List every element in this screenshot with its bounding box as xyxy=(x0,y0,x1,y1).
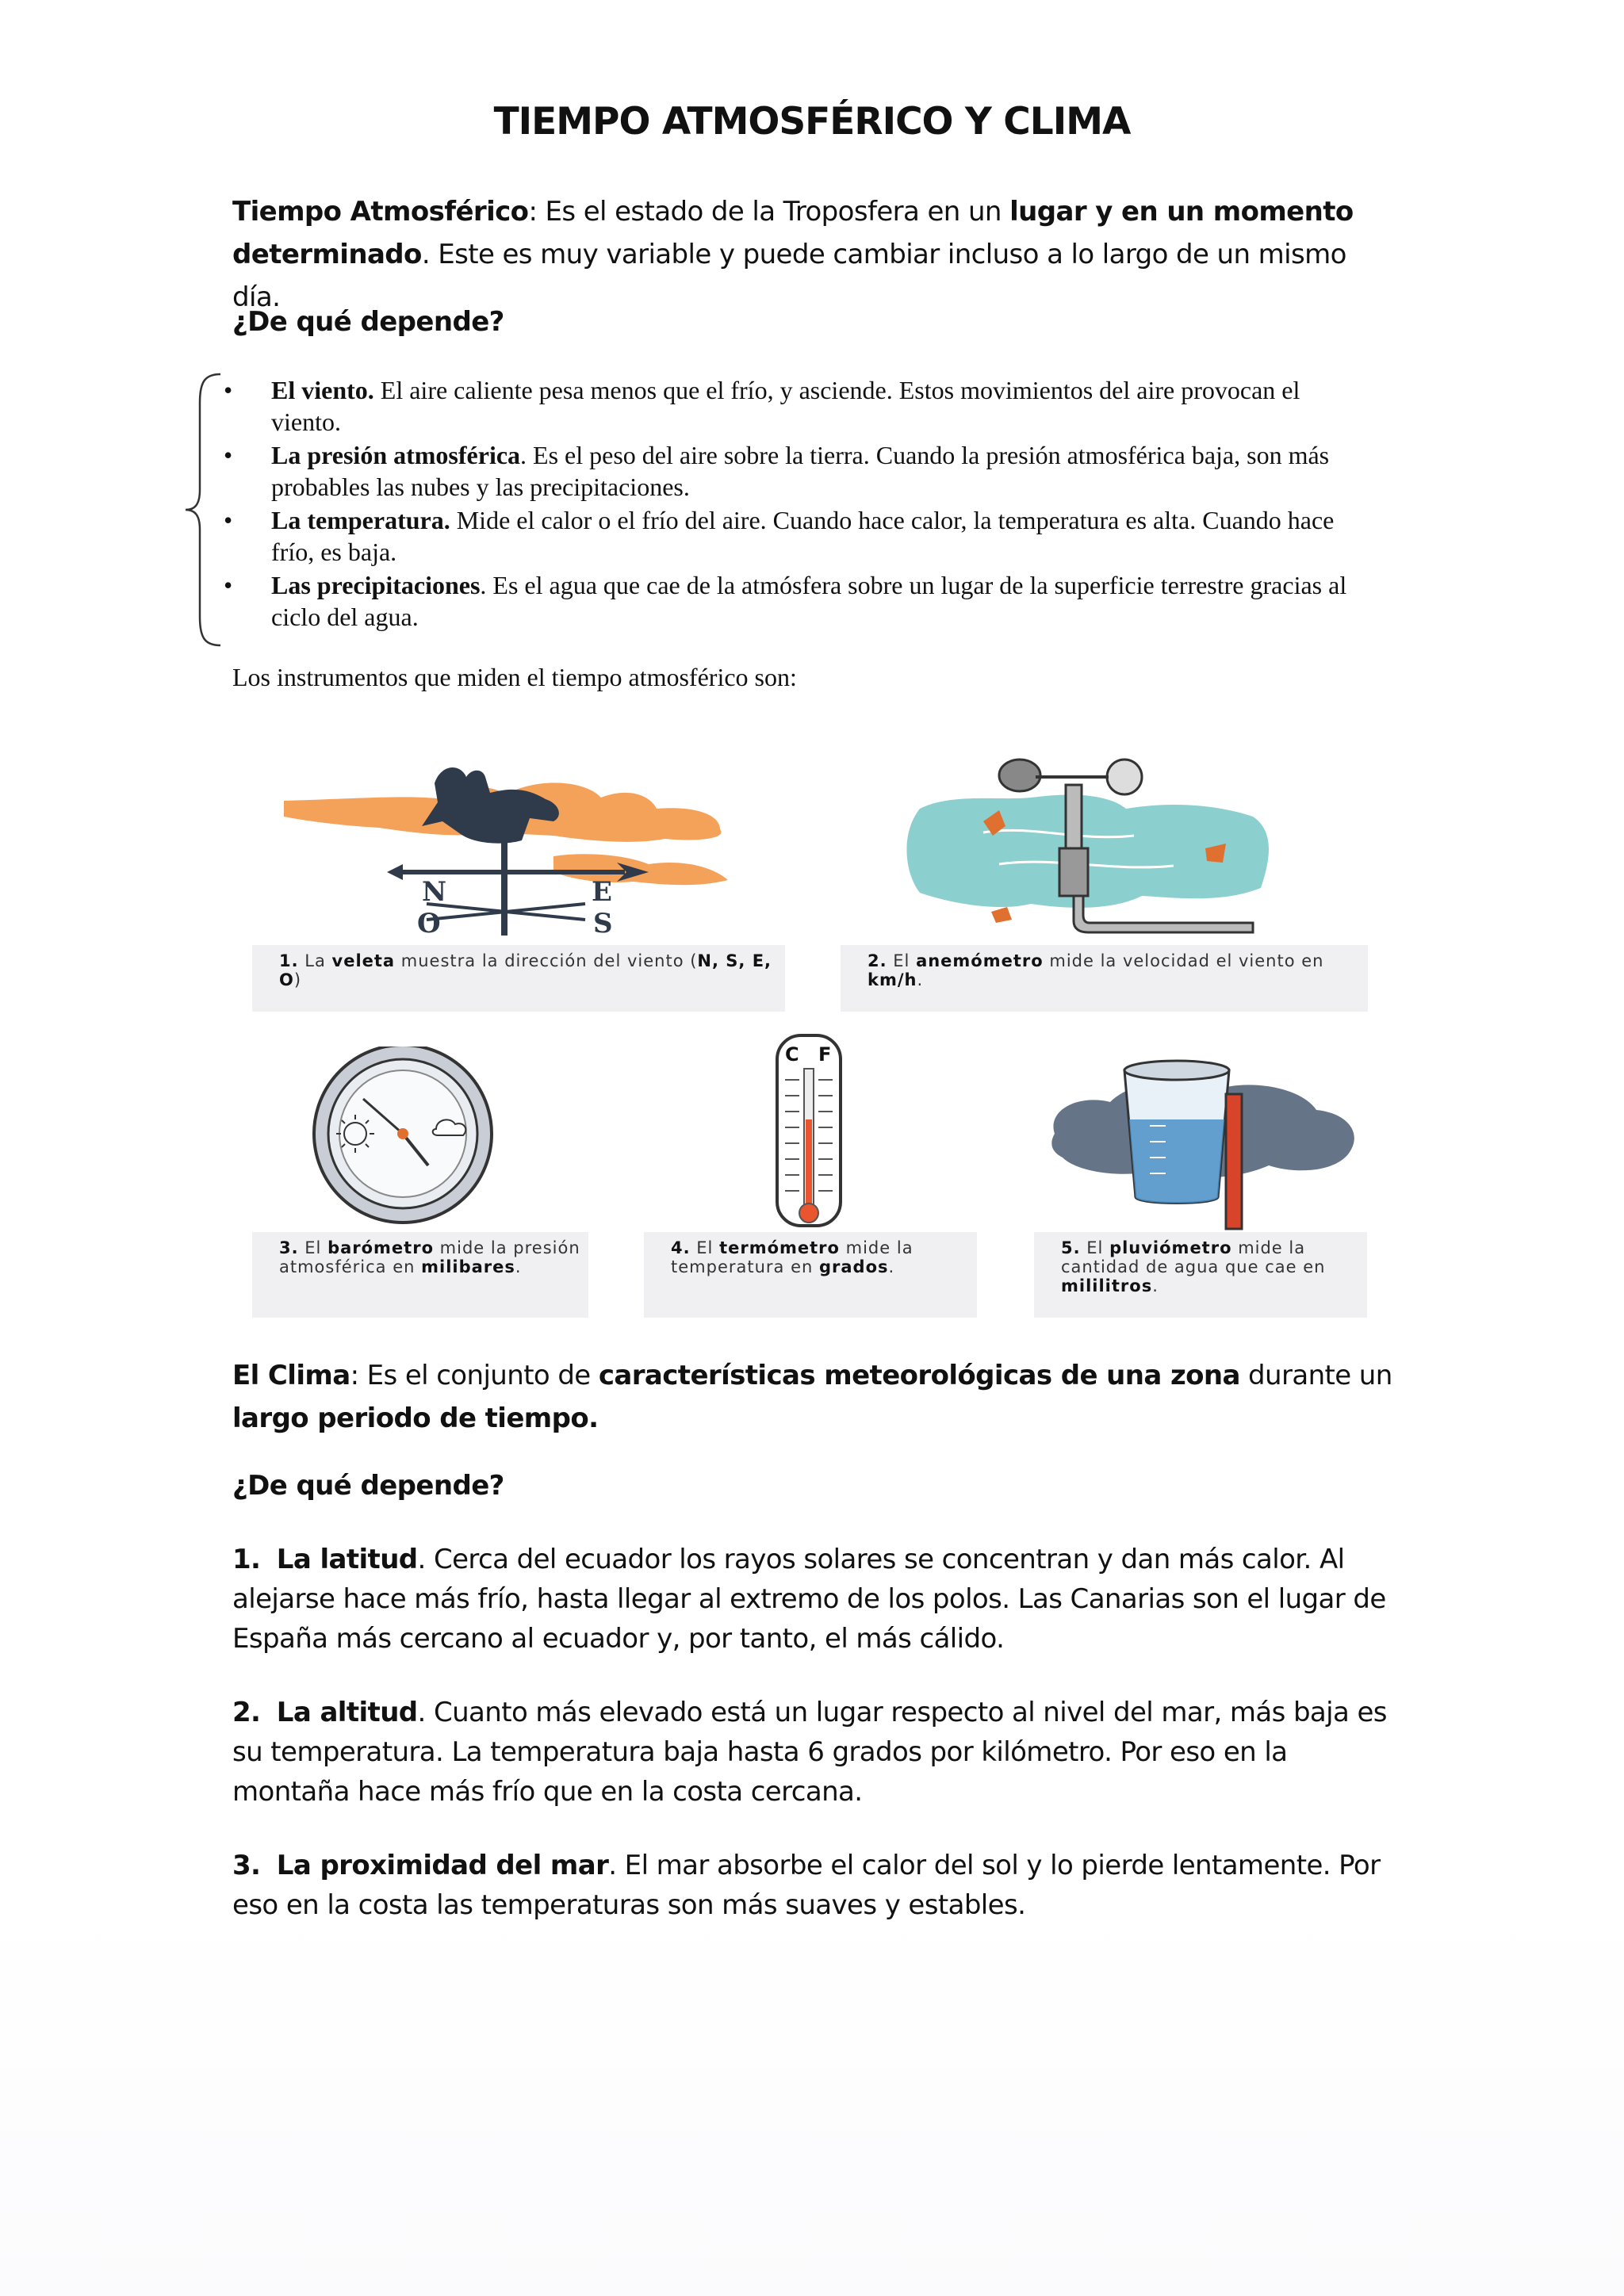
thermometer-illustration xyxy=(761,1032,856,1230)
depends-heading-climate: ¿De qué depende? xyxy=(232,1470,504,1502)
celsius-label: C xyxy=(785,1043,799,1066)
climate-factor-latitude: 1. La latitud. Cerca del ecuador los rayos solares se concentran y dan más calor. Al alejarse hace más frío, hasta llegar al extremo de los polos. Las Canarias son el lugar de España más cercano al ecuador y, por tanto, el más cálido. xyxy=(232,1544,1386,1655)
caption-rain-gauge: 5. El pluviómetro mide la cantidad de agua que cae en mililitros. xyxy=(1034,1232,1367,1318)
list-item: • La temperatura. Mide el calor o el frío del aire. Cuando hace calor, la temperatura es alta. Cuando hace frío, es baja. xyxy=(224,506,1335,566)
compass-north: N xyxy=(422,876,447,908)
anemometer-illustration xyxy=(872,753,1364,943)
climate-factor-altitude: 2. La altitud. Cuanto más elevado está un lugar respecto al nivel del mar, más baja es su temperatura. La temperatura baja hasta 6 grados por kilómetro. Por eso en la montaña hace más frío que en la costa cercana. xyxy=(232,1697,1387,1808)
climate-factor-sea: 3. La proximidad del mar. El mar absorbe el calor del sol y lo pierde lentamente. Por eso en la costa las temperaturas son más suaves y estables. xyxy=(232,1850,1381,1921)
weather-term: Tiempo Atmosférico xyxy=(232,196,529,228)
compass-south: S xyxy=(593,908,613,939)
curly-brace xyxy=(181,371,228,649)
caption-thermometer: 4. El termómetro mide la temperatura en grados. xyxy=(644,1232,977,1318)
climate-term: El Clima xyxy=(232,1360,350,1391)
caption-barometer: 3. El barómetro mide la presión atmosférica en milibares. xyxy=(252,1232,588,1318)
compass-east: E xyxy=(592,876,612,908)
list-item: • Las precipitaciones. Es el agua que cae de la atmósfera sobre un lugar de la superficie terrestre gracias al ciclo del agua. xyxy=(224,571,1347,631)
page-background xyxy=(0,1903,1624,2296)
caption-vane: 1. La veleta muestra la dirección del viento (N, S, E, O) xyxy=(252,945,785,1012)
rain-gauge-illustration xyxy=(1031,1047,1364,1237)
compass-west: O xyxy=(417,908,441,939)
list-item: • El viento. El aire caliente pesa menos que el frío, y asciende. Estos movimientos del aire provocan el viento. xyxy=(224,376,1300,436)
depends-heading: ¿De qué depende? xyxy=(232,306,504,338)
instruments-intro: Los instrumentos que miden el tiempo atmosférico son: xyxy=(232,663,797,691)
list-item: • La presión atmosférica. Es el peso del aire sobre la tierra. Cuando la presión atmosférica baja, son más probables las nubes y las precipitaciones. xyxy=(224,441,1330,501)
fahrenheit-label: F xyxy=(818,1043,832,1066)
barometer-illustration xyxy=(252,1047,569,1237)
weather-factors-list xyxy=(222,374,1372,634)
climate-definition: El Clima: Es el conjunto de características meteorológicas de una zona durante un largo periodo de tiempo. xyxy=(232,1360,1392,1434)
caption-anemometer: 2. El anemómetro mide la velocidad el viento en km/h. xyxy=(841,945,1368,1012)
weather-definition: Tiempo Atmosférico: Es el estado de la Troposfera en un lugar y en un momento determinado. Este es muy variable y puede cambiar incluso a lo largo de un mismo día. xyxy=(232,196,1354,313)
page-title: TIEMPO ATMOSFÉRICO Y CLIMA xyxy=(493,100,1131,144)
weather-vane-illustration xyxy=(252,753,791,943)
